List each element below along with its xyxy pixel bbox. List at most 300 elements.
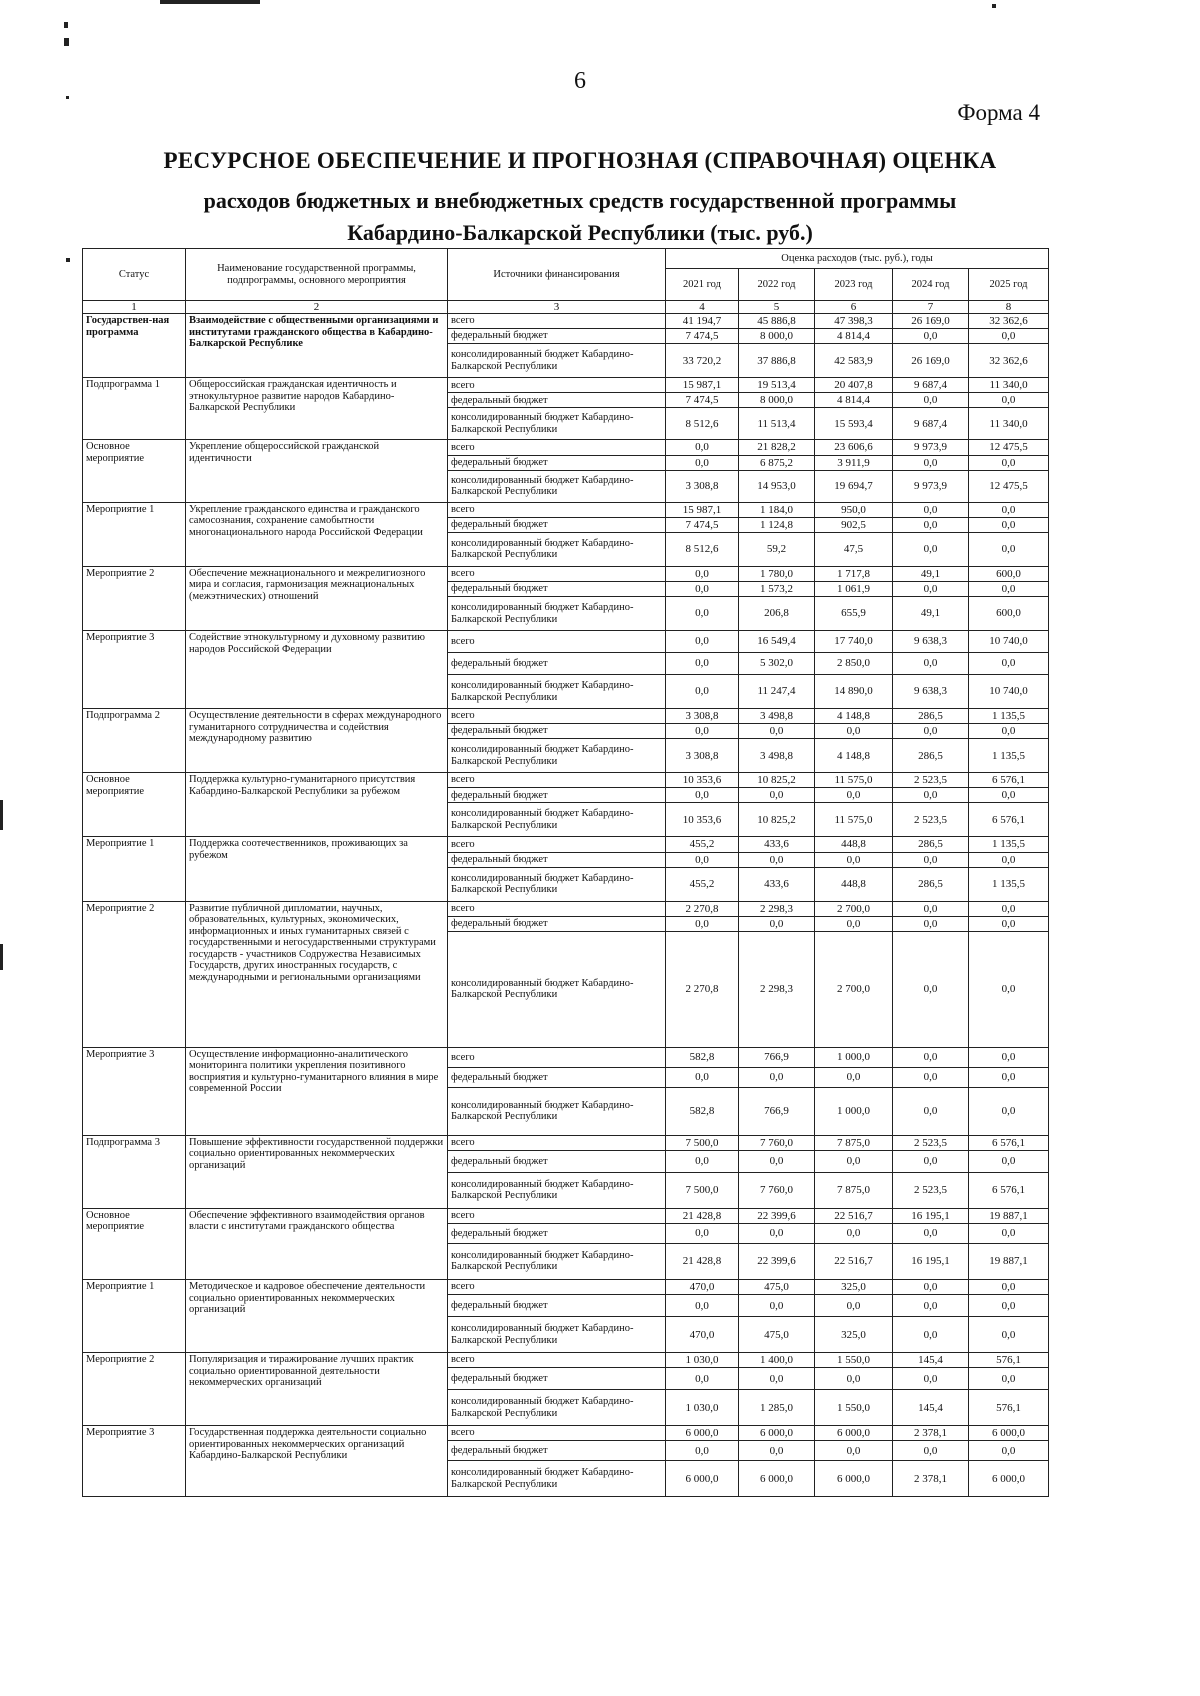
value-cell: 3 308,8 <box>666 470 739 502</box>
row-program-name: Популяризация и тиражирование лучших практик социально ориентированной деятельности некоммерческих организаций <box>186 1353 448 1426</box>
value-cell: 11 247,4 <box>739 675 815 709</box>
row-funding-source: консолидированный бюджет Кабардино-Балкарской Республики <box>448 532 666 566</box>
col-number-7: 7 <box>893 301 969 314</box>
value-cell: 0,0 <box>969 1368 1049 1390</box>
value-cell: 325,0 <box>815 1317 893 1353</box>
value-cell: 0,0 <box>666 440 739 455</box>
value-cell: 0,0 <box>893 1279 969 1294</box>
value-cell: 0,0 <box>969 724 1049 739</box>
value-cell: 0,0 <box>815 1295 893 1317</box>
row-program-name: Укрепление общероссийской гражданской идентичности <box>186 440 448 502</box>
value-cell: 11 575,0 <box>815 773 893 788</box>
row-funding-source: консолидированный бюджет Кабардино-Балкарской Республики <box>448 675 666 709</box>
value-cell: 2 850,0 <box>815 653 893 675</box>
header-name: Наименование государственной программы, подпрограммы, основного мероприятия <box>186 249 448 301</box>
value-cell: 1 030,0 <box>666 1390 739 1426</box>
value-cell: 12 475,5 <box>969 470 1049 502</box>
value-cell: 2 270,8 <box>666 901 739 916</box>
value-cell: 0,0 <box>893 455 969 470</box>
value-cell: 47,5 <box>815 532 893 566</box>
row-program-name: Содействие этнокультурному и духовному развитию народов Российской Федерации <box>186 631 448 709</box>
value-cell: 582,8 <box>666 1087 739 1135</box>
value-cell: 14 890,0 <box>815 675 893 709</box>
value-cell: 2 378,1 <box>893 1461 969 1497</box>
row-status: Подпрограмма 2 <box>83 709 186 773</box>
row-funding-source: консолидированный бюджет Кабардино-Балкарской Республики <box>448 1087 666 1135</box>
row-funding-source: всего <box>448 1135 666 1150</box>
value-cell: 0,0 <box>666 1295 739 1317</box>
value-cell: 2 523,5 <box>893 773 969 788</box>
table-row <box>83 1208 1049 1223</box>
value-cell: 1 780,0 <box>739 566 815 581</box>
value-cell: 0,0 <box>739 916 815 931</box>
value-cell: 455,2 <box>666 867 739 901</box>
row-funding-source: всего <box>448 314 666 329</box>
table-row <box>83 566 1049 581</box>
value-cell: 0,0 <box>666 916 739 931</box>
row-status: Мероприятие 1 <box>83 1279 186 1352</box>
value-cell: 0,0 <box>969 1087 1049 1135</box>
value-cell: 6 000,0 <box>666 1461 739 1497</box>
value-cell: 7 474,5 <box>666 393 739 408</box>
row-funding-source: всего <box>448 773 666 788</box>
value-cell: 0,0 <box>815 724 893 739</box>
value-cell: 6 576,1 <box>969 1172 1049 1208</box>
value-cell: 20 407,8 <box>815 378 893 393</box>
value-cell: 10 825,2 <box>739 773 815 788</box>
value-cell: 7 875,0 <box>815 1135 893 1150</box>
value-cell: 0,0 <box>815 1067 893 1087</box>
value-cell: 766,9 <box>739 1047 815 1067</box>
value-cell: 0,0 <box>666 1368 739 1390</box>
value-cell: 12 475,5 <box>969 440 1049 455</box>
row-program-name: Осуществление деятельности в сферах международного гуманитарного сотрудничества и содействия международному развитию <box>186 709 448 773</box>
value-cell: 59,2 <box>739 532 815 566</box>
budget-table-body <box>83 314 1049 1497</box>
value-cell: 0,0 <box>969 517 1049 532</box>
value-cell: 0,0 <box>666 597 739 631</box>
value-cell: 5 302,0 <box>739 653 815 675</box>
value-cell: 16 549,4 <box>739 631 815 653</box>
value-cell: 21 428,8 <box>666 1208 739 1223</box>
value-cell: 950,0 <box>815 502 893 517</box>
row-funding-source: федеральный бюджет <box>448 1223 666 1243</box>
value-cell: 10 353,6 <box>666 803 739 837</box>
col-number-5: 5 <box>739 301 815 314</box>
value-cell: 49,1 <box>893 566 969 581</box>
scan-mark-left-edge-2 <box>0 944 3 970</box>
value-cell: 1 135,5 <box>969 739 1049 773</box>
row-funding-source: федеральный бюджет <box>448 788 666 803</box>
value-cell: 9 687,4 <box>893 378 969 393</box>
row-funding-source: федеральный бюджет <box>448 581 666 596</box>
row-funding-source: консолидированный бюджет Кабардино-Балкарской Республики <box>448 1317 666 1353</box>
value-cell: 0,0 <box>969 455 1049 470</box>
row-status: Мероприятие 2 <box>83 1353 186 1426</box>
value-cell: 1 030,0 <box>666 1353 739 1368</box>
row-program-name: Осуществление информационно-аналитического мониторинга политики укрепления позитивного восприятия и культурно-гуманитарного влияния в мире современной России <box>186 1047 448 1135</box>
value-cell: 6 000,0 <box>739 1461 815 1497</box>
value-cell: 0,0 <box>666 724 739 739</box>
value-cell: 8 512,6 <box>666 408 739 440</box>
scan-mark-left-2 <box>64 38 69 46</box>
value-cell: 0,0 <box>815 916 893 931</box>
document-title <box>80 148 1080 246</box>
value-cell: 0,0 <box>739 1223 815 1243</box>
value-cell: 325,0 <box>815 1279 893 1294</box>
table-row <box>83 773 1049 788</box>
table-row <box>83 314 1049 329</box>
scan-mark-left-3 <box>66 96 69 99</box>
row-status: Мероприятие 1 <box>83 837 186 901</box>
value-cell: 0,0 <box>739 1368 815 1390</box>
value-cell: 1 285,0 <box>739 1390 815 1426</box>
value-cell: 4 148,8 <box>815 709 893 724</box>
value-cell: 1 124,8 <box>739 517 815 532</box>
value-cell: 475,0 <box>739 1317 815 1353</box>
table-row <box>83 631 1049 653</box>
row-status: Основное мероприятие <box>83 440 186 502</box>
value-cell: 8 000,0 <box>739 393 815 408</box>
value-cell: 0,0 <box>666 455 739 470</box>
value-cell: 0,0 <box>969 852 1049 867</box>
row-funding-source: всего <box>448 1279 666 1294</box>
value-cell: 0,0 <box>893 329 969 344</box>
row-funding-source: федеральный бюджет <box>448 1150 666 1172</box>
value-cell: 6 576,1 <box>969 1135 1049 1150</box>
row-status: Мероприятие 3 <box>83 1426 186 1497</box>
value-cell: 22 399,6 <box>739 1243 815 1279</box>
value-cell: 21 428,8 <box>666 1243 739 1279</box>
value-cell: 655,9 <box>815 597 893 631</box>
row-status: Мероприятие 1 <box>83 502 186 566</box>
header-year-2022: 2022 год <box>739 269 815 301</box>
value-cell: 8 512,6 <box>666 532 739 566</box>
row-status: Мероприятие 3 <box>83 631 186 709</box>
value-cell: 0,0 <box>893 1441 969 1461</box>
value-cell: 1 184,0 <box>739 502 815 517</box>
value-cell: 0,0 <box>893 581 969 596</box>
title-line-2: расходов бюджетных и внебюджетных средств государственной программы <box>203 188 957 213</box>
value-cell: 3 911,9 <box>815 455 893 470</box>
value-cell: 32 362,6 <box>969 344 1049 378</box>
value-cell: 6 000,0 <box>815 1426 893 1441</box>
value-cell: 0,0 <box>969 1047 1049 1067</box>
value-cell: 1 550,0 <box>815 1353 893 1368</box>
value-cell: 21 828,2 <box>739 440 815 455</box>
value-cell: 0,0 <box>815 1368 893 1390</box>
row-funding-source: федеральный бюджет <box>448 455 666 470</box>
value-cell: 2 298,3 <box>739 931 815 1047</box>
value-cell: 0,0 <box>893 788 969 803</box>
value-cell: 4 814,4 <box>815 393 893 408</box>
row-funding-source: всего <box>448 901 666 916</box>
value-cell: 0,0 <box>893 653 969 675</box>
value-cell: 145,4 <box>893 1353 969 1368</box>
value-cell: 7 875,0 <box>815 1172 893 1208</box>
value-cell: 37 886,8 <box>739 344 815 378</box>
header-year-2024: 2024 год <box>893 269 969 301</box>
value-cell: 7 500,0 <box>666 1135 739 1150</box>
value-cell: 2 700,0 <box>815 931 893 1047</box>
value-cell: 3 308,8 <box>666 709 739 724</box>
value-cell: 19 887,1 <box>969 1243 1049 1279</box>
value-cell: 1 400,0 <box>739 1353 815 1368</box>
row-funding-source: всего <box>448 709 666 724</box>
value-cell: 286,5 <box>893 867 969 901</box>
value-cell: 0,0 <box>893 532 969 566</box>
value-cell: 4 148,8 <box>815 739 893 773</box>
col-number-1: 1 <box>83 301 186 314</box>
row-funding-source: консолидированный бюджет Кабардино-Балкарской Республики <box>448 931 666 1047</box>
row-funding-source: всего <box>448 1047 666 1067</box>
value-cell: 0,0 <box>893 916 969 931</box>
value-cell: 26 169,0 <box>893 344 969 378</box>
row-funding-source: федеральный бюджет <box>448 1368 666 1390</box>
value-cell: 22 516,7 <box>815 1208 893 1223</box>
value-cell: 0,0 <box>739 788 815 803</box>
value-cell: 0,0 <box>969 1279 1049 1294</box>
row-funding-source: консолидированный бюджет Кабардино-Балкарской Республики <box>448 597 666 631</box>
value-cell: 22 399,6 <box>739 1208 815 1223</box>
value-cell: 9 687,4 <box>893 408 969 440</box>
value-cell: 0,0 <box>666 675 739 709</box>
value-cell: 15 987,1 <box>666 378 739 393</box>
value-cell: 0,0 <box>893 1150 969 1172</box>
value-cell: 32 362,6 <box>969 314 1049 329</box>
value-cell: 0,0 <box>666 852 739 867</box>
value-cell: 576,1 <box>969 1390 1049 1426</box>
row-funding-source: всего <box>448 440 666 455</box>
form-label: Форма 4 <box>957 100 1040 125</box>
row-funding-source: федеральный бюджет <box>448 517 666 532</box>
value-cell: 22 516,7 <box>815 1243 893 1279</box>
value-cell: 10 740,0 <box>969 675 1049 709</box>
value-cell: 0,0 <box>815 852 893 867</box>
value-cell: 2 378,1 <box>893 1426 969 1441</box>
value-cell: 0,0 <box>969 1223 1049 1243</box>
budget-table <box>82 248 1049 1497</box>
value-cell: 0,0 <box>893 724 969 739</box>
value-cell: 19 694,7 <box>815 470 893 502</box>
row-funding-source: консолидированный бюджет Кабардино-Балкарской Республики <box>448 1243 666 1279</box>
col-number-6: 6 <box>815 301 893 314</box>
value-cell: 1 000,0 <box>815 1087 893 1135</box>
value-cell: 15 593,4 <box>815 408 893 440</box>
value-cell: 4 814,4 <box>815 329 893 344</box>
value-cell: 19 887,1 <box>969 1208 1049 1223</box>
value-cell: 6 000,0 <box>815 1461 893 1497</box>
table-row <box>83 378 1049 393</box>
value-cell: 470,0 <box>666 1279 739 1294</box>
value-cell: 11 340,0 <box>969 378 1049 393</box>
value-cell: 0,0 <box>666 788 739 803</box>
value-cell: 0,0 <box>893 517 969 532</box>
value-cell: 0,0 <box>969 901 1049 916</box>
page-number: 6 <box>574 68 586 94</box>
header-year-2023: 2023 год <box>815 269 893 301</box>
row-funding-source: консолидированный бюджет Кабардино-Балкарской Республики <box>448 1390 666 1426</box>
value-cell: 600,0 <box>969 597 1049 631</box>
value-cell: 49,1 <box>893 597 969 631</box>
value-cell: 0,0 <box>893 852 969 867</box>
value-cell: 0,0 <box>666 1441 739 1461</box>
value-cell: 0,0 <box>893 1223 969 1243</box>
value-cell: 2 270,8 <box>666 931 739 1047</box>
value-cell: 10 353,6 <box>666 773 739 788</box>
value-cell: 7 474,5 <box>666 517 739 532</box>
row-funding-source: консолидированный бюджет Кабардино-Балкарской Республики <box>448 344 666 378</box>
table-row <box>83 440 1049 455</box>
row-funding-source: федеральный бюджет <box>448 1067 666 1087</box>
value-cell: 1 135,5 <box>969 867 1049 901</box>
value-cell: 0,0 <box>815 1441 893 1461</box>
row-funding-source: всего <box>448 1208 666 1223</box>
value-cell: 0,0 <box>969 1317 1049 1353</box>
value-cell: 6 000,0 <box>739 1426 815 1441</box>
col-number-3: 3 <box>448 301 666 314</box>
row-funding-source: всего <box>448 566 666 581</box>
value-cell: 16 195,1 <box>893 1243 969 1279</box>
value-cell: 0,0 <box>969 653 1049 675</box>
table-row <box>83 1426 1049 1441</box>
value-cell: 433,6 <box>739 837 815 852</box>
row-program-name: Государственная поддержка деятельности социально ориентированных некоммерческих организаций Кабардино-Балкарской Республики <box>186 1426 448 1497</box>
value-cell: 902,5 <box>815 517 893 532</box>
value-cell: 7 500,0 <box>666 1172 739 1208</box>
value-cell: 0,0 <box>893 1067 969 1087</box>
value-cell: 0,0 <box>969 532 1049 566</box>
value-cell: 0,0 <box>893 1317 969 1353</box>
value-cell: 11 340,0 <box>969 408 1049 440</box>
value-cell: 0,0 <box>893 931 969 1047</box>
col-number-4: 4 <box>666 301 739 314</box>
value-cell: 0,0 <box>666 566 739 581</box>
value-cell: 0,0 <box>893 1047 969 1067</box>
scan-mark-left-edge-1 <box>0 800 3 830</box>
row-funding-source: федеральный бюджет <box>448 393 666 408</box>
value-cell: 576,1 <box>969 1353 1049 1368</box>
value-cell: 0,0 <box>666 1223 739 1243</box>
value-cell: 6 000,0 <box>666 1426 739 1441</box>
value-cell: 10 825,2 <box>739 803 815 837</box>
value-cell: 11 513,4 <box>739 408 815 440</box>
title-line-3: Кабардино-Балкарской Республики (тыс. руб.) <box>347 220 813 245</box>
value-cell: 1 000,0 <box>815 1047 893 1067</box>
value-cell: 0,0 <box>666 631 739 653</box>
table-row <box>83 1279 1049 1294</box>
row-funding-source: всего <box>448 631 666 653</box>
value-cell: 0,0 <box>666 1067 739 1087</box>
row-funding-source: консолидированный бюджет Кабардино-Балкарской Республики <box>448 1461 666 1497</box>
value-cell: 2 700,0 <box>815 901 893 916</box>
value-cell: 0,0 <box>893 901 969 916</box>
value-cell: 0,0 <box>969 1441 1049 1461</box>
value-cell: 475,0 <box>739 1279 815 1294</box>
value-cell: 0,0 <box>969 502 1049 517</box>
row-program-name: Обеспечение эффективного взаимодействия органов власти с институтами гражданского общества <box>186 1208 448 1279</box>
value-cell: 41 194,7 <box>666 314 739 329</box>
value-cell: 448,8 <box>815 837 893 852</box>
value-cell: 2 523,5 <box>893 1135 969 1150</box>
value-cell: 0,0 <box>815 1150 893 1172</box>
value-cell: 0,0 <box>666 581 739 596</box>
row-funding-source: всего <box>448 1353 666 1368</box>
table-row <box>83 502 1049 517</box>
value-cell: 6 000,0 <box>969 1426 1049 1441</box>
value-cell: 9 638,3 <box>893 631 969 653</box>
value-cell: 19 513,4 <box>739 378 815 393</box>
value-cell: 26 169,0 <box>893 314 969 329</box>
row-funding-source: консолидированный бюджет Кабардино-Балкарской Республики <box>448 739 666 773</box>
value-cell: 0,0 <box>969 393 1049 408</box>
value-cell: 3 308,8 <box>666 739 739 773</box>
value-cell: 0,0 <box>739 1067 815 1087</box>
row-status: Основное мероприятие <box>83 1208 186 1279</box>
value-cell: 0,0 <box>739 852 815 867</box>
row-program-name: Поддержка соотечественников, проживающих за рубежом <box>186 837 448 901</box>
value-cell: 0,0 <box>815 1223 893 1243</box>
value-cell: 9 973,9 <box>893 470 969 502</box>
value-cell: 6 000,0 <box>969 1461 1049 1497</box>
value-cell: 0,0 <box>893 1295 969 1317</box>
row-funding-source: федеральный бюджет <box>448 916 666 931</box>
value-cell: 455,2 <box>666 837 739 852</box>
value-cell: 15 987,1 <box>666 502 739 517</box>
value-cell: 0,0 <box>815 788 893 803</box>
row-status: Мероприятие 2 <box>83 566 186 630</box>
value-cell: 470,0 <box>666 1317 739 1353</box>
row-funding-source: федеральный бюджет <box>448 852 666 867</box>
value-cell: 0,0 <box>739 1441 815 1461</box>
table-row <box>83 837 1049 852</box>
value-cell: 14 953,0 <box>739 470 815 502</box>
value-cell: 10 740,0 <box>969 631 1049 653</box>
value-cell: 0,0 <box>969 581 1049 596</box>
row-status: Мероприятие 2 <box>83 901 186 1047</box>
row-program-name: Укрепление гражданского единства и гражданского самосознания, сохранение самобытности многонационального народа Российской Федерации <box>186 502 448 566</box>
row-funding-source: консолидированный бюджет Кабардино-Балкарской Республики <box>448 803 666 837</box>
value-cell: 9 973,9 <box>893 440 969 455</box>
value-cell: 0,0 <box>739 1150 815 1172</box>
value-cell: 3 498,8 <box>739 709 815 724</box>
value-cell: 0,0 <box>969 916 1049 931</box>
header-year-2021: 2021 год <box>666 269 739 301</box>
value-cell: 1 550,0 <box>815 1390 893 1426</box>
value-cell: 3 498,8 <box>739 739 815 773</box>
value-cell: 0,0 <box>893 1368 969 1390</box>
row-status: Подпрограмма 3 <box>83 1135 186 1208</box>
scan-mark-top <box>160 0 260 4</box>
value-cell: 286,5 <box>893 739 969 773</box>
value-cell: 2 523,5 <box>893 803 969 837</box>
row-funding-source: всего <box>448 837 666 852</box>
value-cell: 7 474,5 <box>666 329 739 344</box>
row-funding-source: всего <box>448 378 666 393</box>
value-cell: 33 720,2 <box>666 344 739 378</box>
value-cell: 433,6 <box>739 867 815 901</box>
title-line-1: РЕСУРСНОЕ ОБЕСПЕЧЕНИЕ И ПРОГНОЗНАЯ (СПРАВОЧНАЯ) ОЦЕНКА <box>163 148 997 173</box>
value-cell: 1 061,9 <box>815 581 893 596</box>
value-cell: 145,4 <box>893 1390 969 1426</box>
value-cell: 766,9 <box>739 1087 815 1135</box>
header-source: Источники финансирования <box>448 249 666 301</box>
row-program-name: Поддержка культурно-гуманитарного присутствия Кабардино-Балкарской Республики за рубежом <box>186 773 448 837</box>
header-status: Статус <box>83 249 186 301</box>
value-cell: 0,0 <box>666 653 739 675</box>
row-funding-source: консолидированный бюджет Кабардино-Балкарской Республики <box>448 867 666 901</box>
row-funding-source: консолидированный бюджет Кабардино-Балкарской Республики <box>448 408 666 440</box>
